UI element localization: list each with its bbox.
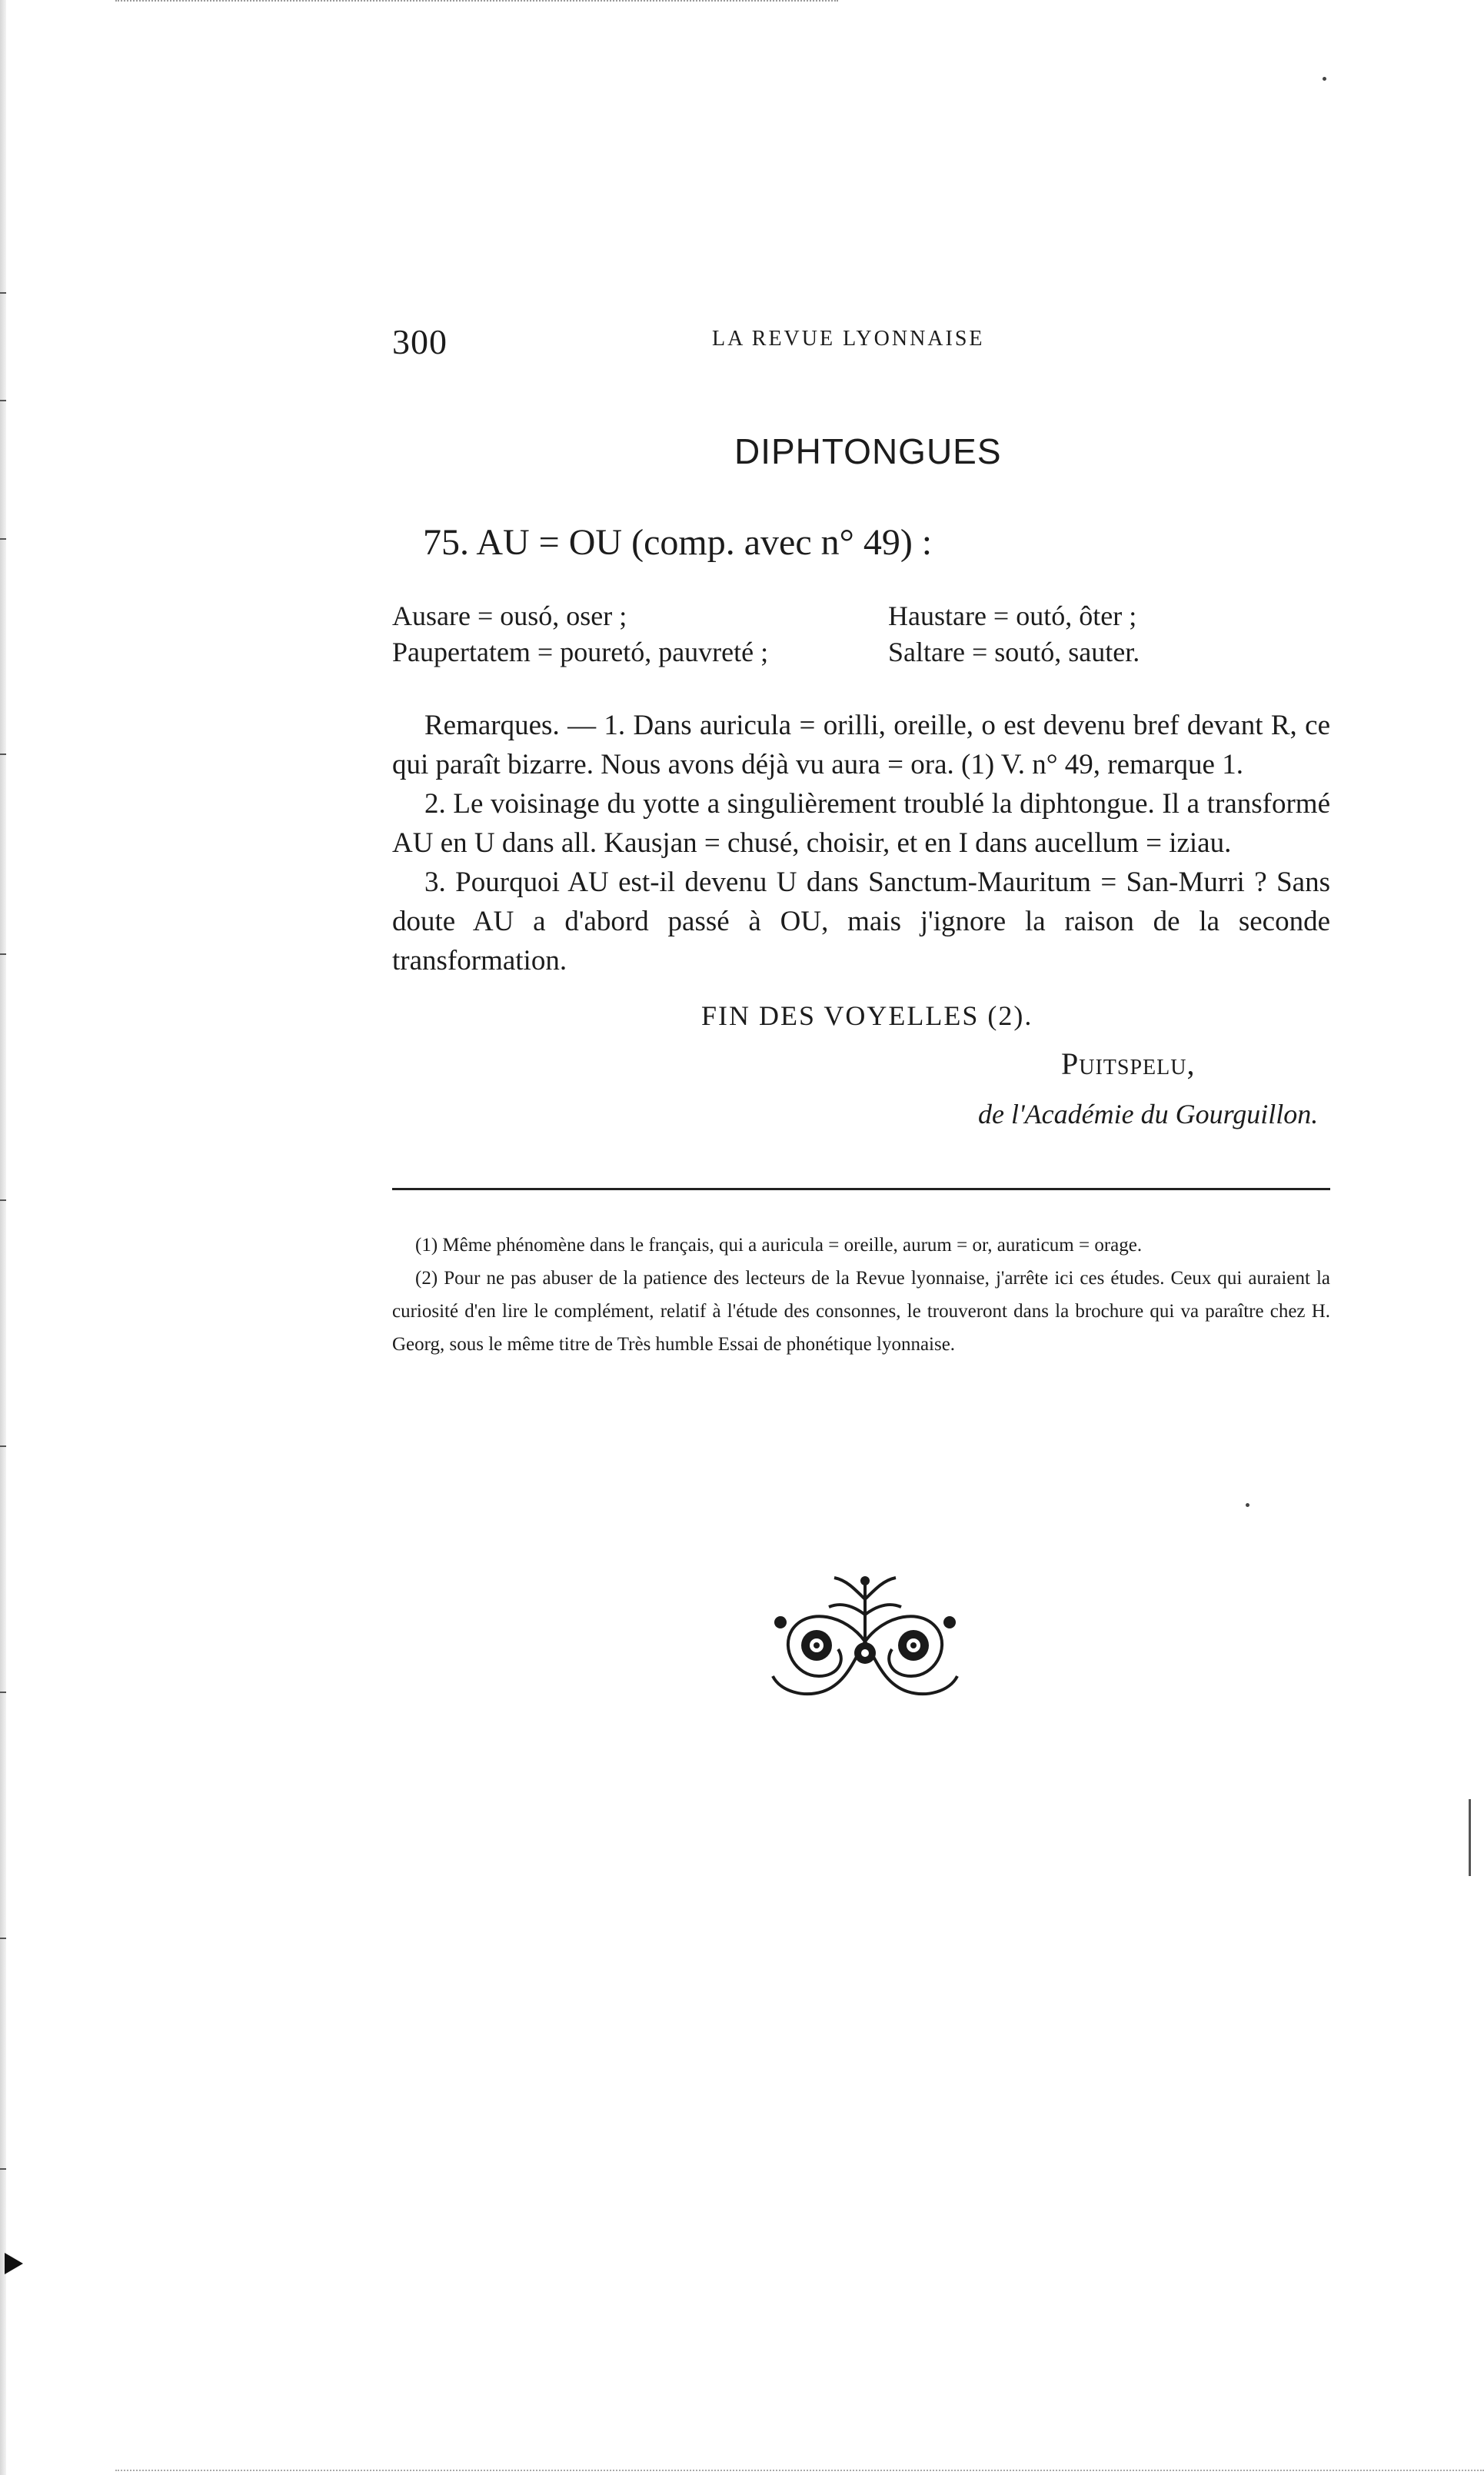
rule-heading: 75. AU = OU (comp. avec n° 49) : (423, 522, 933, 563)
footnote: (1) Même phénomène dans le français, qui a auricula = oreille, aurum = or, auraticum = orage. (415, 1235, 1143, 1256)
example-item: Saltare = soutó, sauter. (888, 637, 1140, 667)
author-affiliation: de l'Académie du Gourguillon. (978, 1099, 1319, 1129)
remark-paragraph: 3. Pourquoi AU est-il devenu U dans Sanctum-Mauritum = San-Murri ? Sans doute AU a d'abord passé à OU, mais j'ignore la raison de la seconde transformation. (392, 867, 1330, 976)
page-marker-arrow-icon (5, 2253, 23, 2274)
closing-line: FIN DES VOYELLES (2). (701, 1000, 1033, 1031)
example-item: Ausare = ousó, oser ; (392, 600, 627, 631)
scan-speck (1246, 1503, 1249, 1507)
example-item: Paupertatem = pouretó, pauvreté ; (392, 637, 769, 667)
footnote-rule (392, 1188, 1330, 1190)
example-item: Haustare = outó, ôter ; (888, 600, 1137, 631)
running-header-title: LA REVUE LYONNAISE (712, 327, 985, 351)
remark-paragraph: Remarques. — 1. Dans auricula = orilli, oreille, o est devenu bref devant R, ce qui paraît bizarre. Nous avons déjà vu aura = ora. (1) V. n° 49, remarque 1. (392, 710, 1330, 780)
footnote: (2) Pour ne pas abuser de la patience des lecteurs de la Revue lyonnaise, j'arrête ici ces études. Ceux qui auraient la curiosité d'en lire le complément, relatif à l'étude des consonnes, le trouveront dans la brochure qui va paraître chez H. Georg, sous le même titre de Très humble Essai de phonétique lyonnaise. (392, 1268, 1330, 1355)
scan-speck (1323, 77, 1326, 81)
scan-top-noise (115, 0, 838, 6)
scan-bottom-noise (115, 2470, 1484, 2475)
page-number: 300 (392, 322, 448, 361)
floral-vignette-icon (761, 1568, 969, 1707)
author-signature: Puitspelu, (1061, 1046, 1196, 1081)
remark-paragraph: 2. Le voisinage du yotte a singulièrement troublé la diphtongue. Il a transformé AU en U dans all. Kausjan = chusé, choisir, et en I dans aucellum = iziau. (392, 788, 1330, 859)
section-title: DIPHTONGUES (734, 431, 1002, 471)
page-scan-edge (0, 0, 6, 2475)
remarks-block (392, 706, 1330, 980)
footnotes (392, 1229, 1330, 1361)
scan-edge-line (1469, 1799, 1471, 1876)
